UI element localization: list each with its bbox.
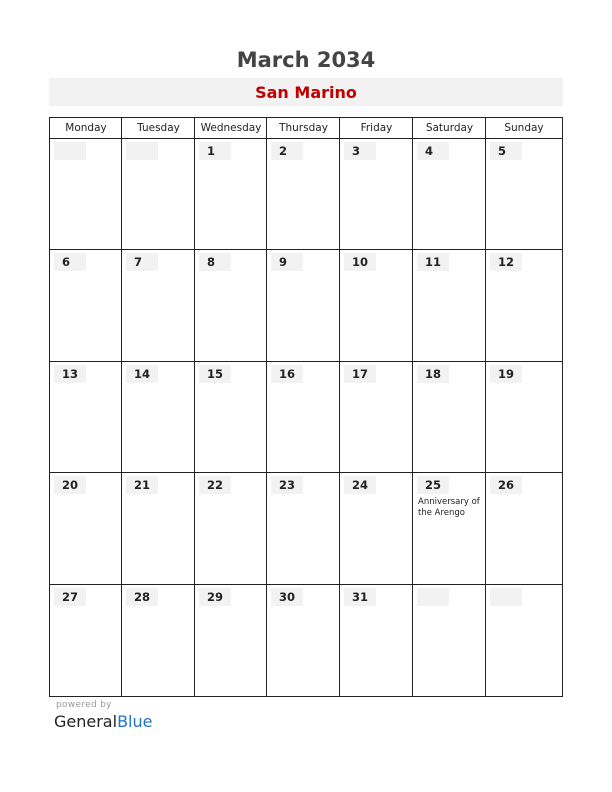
day-number xyxy=(490,588,522,606)
day-number: 23 xyxy=(271,476,303,494)
calendar-day-cell[interactable] xyxy=(413,362,486,473)
day-number: 17 xyxy=(344,365,376,383)
page-title: March 2034 xyxy=(236,48,376,72)
day-number: 30 xyxy=(271,588,303,606)
holiday-event: Anniversary of the Arengo xyxy=(418,497,480,519)
calendar-day-cell[interactable] xyxy=(122,362,195,473)
calendar-day-cell[interactable] xyxy=(195,473,267,584)
calendar-day-cell[interactable] xyxy=(340,250,413,361)
day-number xyxy=(417,588,449,606)
day-number: 31 xyxy=(344,588,376,606)
weekday-friday: Friday xyxy=(360,122,393,134)
calendar-day-cell[interactable] xyxy=(413,473,486,584)
calendar-day-cell[interactable] xyxy=(50,362,122,473)
calendar-day-cell[interactable] xyxy=(195,585,267,696)
calendar-day-cell[interactable] xyxy=(340,362,413,473)
calendar-day-cell[interactable] xyxy=(340,585,413,696)
calendar-day-cell[interactable] xyxy=(122,250,195,361)
calendar-day-cell[interactable] xyxy=(267,250,340,361)
calendar-day-cell[interactable] xyxy=(50,585,122,696)
day-number: 14 xyxy=(126,365,158,383)
weekday-wednesday: Wednesday xyxy=(200,122,262,134)
day-number: 15 xyxy=(199,365,231,383)
day-number: 26 xyxy=(490,476,522,494)
calendar-day-cell[interactable] xyxy=(267,473,340,584)
day-number: 25 xyxy=(417,476,449,494)
day-number: 3 xyxy=(344,142,376,160)
calendar-day-cell[interactable] xyxy=(195,362,267,473)
calendar-day-cell[interactable] xyxy=(195,139,267,250)
day-number: 18 xyxy=(417,365,449,383)
day-number: 9 xyxy=(271,253,303,271)
calendar-day-cell[interactable] xyxy=(413,585,486,696)
day-number: 21 xyxy=(126,476,158,494)
day-number: 28 xyxy=(126,588,158,606)
day-number: 2 xyxy=(271,142,303,160)
day-number: 22 xyxy=(199,476,231,494)
calendar-day-cell[interactable] xyxy=(340,139,413,250)
brand-name-general: General xyxy=(54,712,118,731)
calendar-day-cell[interactable] xyxy=(340,473,413,584)
day-number: 8 xyxy=(199,253,231,271)
calendar-day-cell[interactable] xyxy=(413,250,486,361)
day-number: 5 xyxy=(490,142,522,160)
weekday-tuesday: Tuesday xyxy=(137,122,180,134)
day-number: 7 xyxy=(126,253,158,271)
country-name: San Marino xyxy=(255,83,357,102)
day-number: 27 xyxy=(54,588,86,606)
day-number: 13 xyxy=(54,365,86,383)
calendar-day-cell[interactable] xyxy=(413,139,486,250)
day-number xyxy=(54,142,86,160)
day-number: 11 xyxy=(417,253,449,271)
day-number: 6 xyxy=(54,253,86,271)
day-number: 10 xyxy=(344,253,376,271)
calendar-day-cell[interactable] xyxy=(195,250,267,361)
country-banner xyxy=(49,78,563,106)
day-number: 24 xyxy=(344,476,376,494)
calendar-day-cell[interactable] xyxy=(122,139,195,250)
powered-by-label: powered by xyxy=(56,700,112,710)
day-number: 16 xyxy=(271,365,303,383)
day-number: 19 xyxy=(490,365,522,383)
calendar-day-cell[interactable] xyxy=(486,139,562,250)
calendar-day-cell[interactable] xyxy=(486,362,562,473)
weekday-monday: Monday xyxy=(65,122,107,134)
calendar-day-cell[interactable] xyxy=(486,250,562,361)
calendar-day-cell[interactable] xyxy=(50,250,122,361)
calendar-day-cell[interactable] xyxy=(486,585,562,696)
brand-name-blue: Blue xyxy=(117,712,153,731)
calendar-day-cell[interactable] xyxy=(50,473,122,584)
day-number: 29 xyxy=(199,588,231,606)
calendar-day-cell[interactable] xyxy=(267,362,340,473)
calendar-day-cell[interactable] xyxy=(122,473,195,584)
day-number: 4 xyxy=(417,142,449,160)
calendar-day-cell[interactable] xyxy=(267,139,340,250)
weekday-sunday: Sunday xyxy=(504,122,544,134)
day-number: 1 xyxy=(199,142,231,160)
weekday-thursday: Thursday xyxy=(279,122,328,134)
day-number: 20 xyxy=(54,476,86,494)
calendar-day-cell[interactable] xyxy=(267,585,340,696)
calendar-day-cell[interactable] xyxy=(486,473,562,584)
day-number xyxy=(126,142,158,160)
calendar-day-cell[interactable] xyxy=(50,139,122,250)
weekday-saturday: Saturday xyxy=(425,122,474,134)
calendar-day-cell[interactable] xyxy=(122,585,195,696)
day-number: 12 xyxy=(490,253,522,271)
calendar-grid xyxy=(49,117,563,697)
brand-logo[interactable] xyxy=(54,712,152,731)
